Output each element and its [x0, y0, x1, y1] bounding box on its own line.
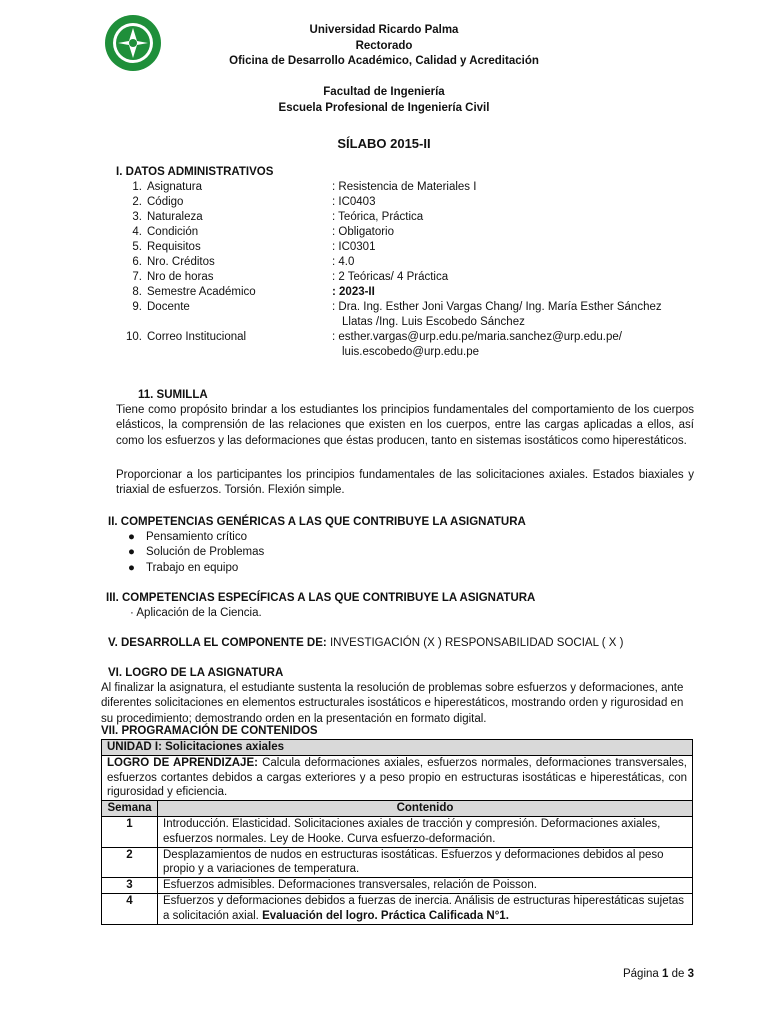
admin-data-row: [120, 180, 700, 195]
admin-row-value: : Teórica, Práctica: [332, 211, 424, 223]
admin-row-value-continuation: Llatas /Ing. Luis Escobedo Sánchez: [342, 316, 525, 328]
table-row: [102, 847, 693, 878]
admin-data-row: [120, 195, 700, 210]
university-name: Universidad Ricardo Palma: [309, 24, 459, 36]
admin-row-number: 7.: [132, 271, 142, 283]
bullet-icon: ●: [128, 531, 135, 543]
admin-row-value: : IC0403: [332, 196, 376, 208]
admin-data-row: [120, 330, 700, 345]
admin-data-row: [120, 285, 700, 300]
section-programacion-title: VII. PROGRAMACIÓN DE CONTENIDOS: [101, 725, 318, 737]
list-item: ● Trabajo en equipo: [128, 562, 239, 574]
admin-row-value: : 2023-II: [332, 286, 375, 298]
table-row: [102, 878, 693, 894]
section-componente-title: V. DESARROLLA EL COMPONENTE DE:: [108, 637, 327, 649]
admin-row-value: : 2 Teóricas/ 4 Práctica: [332, 271, 449, 283]
admin-row-label: Naturaleza: [147, 211, 203, 223]
rectorado-label: Rectorado: [355, 40, 413, 52]
admin-data-row: [120, 225, 700, 240]
week-content: Esfuerzos admisibles. Deformaciones transversales, relación de Poisson.: [158, 878, 693, 894]
bullet-icon: ●: [128, 562, 135, 574]
admin-row-number: 2.: [132, 196, 142, 208]
week-number: 3: [102, 878, 158, 894]
admin-data-row-continuation: [120, 315, 700, 330]
admin-row-number: 9.: [132, 301, 142, 313]
admin-data-row: [120, 240, 700, 255]
column-header-week: Semana: [102, 801, 158, 817]
content-schedule-table: [101, 739, 693, 925]
bullet-icon: ●: [128, 546, 135, 558]
admin-row-label: Condición: [147, 226, 199, 238]
week-number: 4: [102, 893, 158, 924]
admin-row-label: Correo Institucional: [147, 331, 247, 343]
admin-row-number: 5.: [132, 241, 142, 253]
admin-row-label: Nro de horas: [147, 271, 214, 283]
admin-row-number: 6.: [132, 256, 142, 268]
learning-outcome-label: LOGRO DE APRENDIZAJE:: [107, 756, 258, 769]
sumilla-paragraph-1: Tiene como propósito brindar a los estudiantes los principios fundamentales del comportamiento de los cuerpos elásticos, la comprensión de las relaciones que existen en los cuerpos, entre las cargas aplicadas a ellos, así como los esfuerzos y las deformaciones que éstas producen, tanto en sistemas isostáticos como hiperestáticos.: [116, 404, 694, 447]
admin-row-label: Código: [147, 196, 184, 208]
admin-row-label: Semestre Académico: [147, 286, 256, 298]
list-item: ● Solución de Problemas: [128, 546, 265, 558]
week-number: 2: [102, 847, 158, 878]
admin-row-value: : Dra. Ing. Esther Joni Vargas Chang/ Ing. María Esther Sánchez: [332, 301, 662, 313]
learning-outcome: [102, 755, 693, 800]
section-logro-title: VI. LOGRO DE LA ASIGNATURA: [108, 667, 284, 679]
admin-row-value-continuation: luis.escobedo@urp.edu.pe: [342, 346, 479, 358]
learning-outcome-text: Calcula deformaciones axiales, esfuerzos normales, deformaciones transversales, esfuerzos cortantes debidos a cargas exteriores y a peso propio en estructuras isostáticas e hiperestáticas, con rigurosidad y eficiencia.: [107, 756, 687, 799]
section-competencias-genericas-title: II. COMPETENCIAS GENÉRICAS A LAS QUE CONTRIBUYE LA ASIGNATURA: [108, 516, 526, 528]
admin-data-row: [120, 210, 700, 225]
section-datos-administrativos-title: I. DATOS ADMINISTRATIVOS: [116, 166, 274, 178]
table-row: [102, 893, 693, 924]
section-componente: [108, 636, 623, 651]
section-sumilla-title: 11. SUMILLA: [138, 389, 208, 401]
admin-row-label: Nro. Créditos: [147, 256, 215, 268]
admin-row-value: : 4.0: [332, 256, 355, 268]
sumilla-paragraph-2: Proporcionar a los participantes los principios fundamentales de las solicitaciones axiales. Estados biaxiales y triaxial de esfuerzos. Torsión. Flexión simple.: [116, 469, 694, 497]
week-content: Desplazamientos de nudos en estructuras isostáticas. Esfuerzos y deformaciones debidos al peso propio y a variaciones de temperatura.: [158, 847, 693, 878]
admin-data-row: [120, 255, 700, 270]
syllabus-title: SÍLABO 2015-II: [337, 136, 431, 151]
admin-row-label: Requisitos: [147, 241, 201, 253]
admin-row-number: 10.: [126, 331, 142, 343]
section-componente-value: INVESTIGACIÓN (X ) RESPONSABILIDAD SOCIAL ( X ): [326, 637, 624, 649]
admin-data-row: [120, 270, 700, 285]
admin-row-number: 4.: [132, 226, 142, 238]
logro-paragraph: Al finalizar la asignatura, el estudiante sustenta la resolución de problemas sobre esfuerzos y deformaciones, ante diferentes solicitaciones en elementos estructurales isostáticos e hiperestáticos, mostrando orden y rigurosidad en su procedimiento; demostrando orden en la presentación en formato digital.: [101, 682, 684, 725]
admin-row-number: 1.: [132, 181, 142, 193]
admin-data-row-continuation: [120, 345, 700, 360]
admin-row-value: : Obligatorio: [332, 226, 395, 238]
section-competencias-especificas-title: III. COMPETENCIAS ESPECÍFICAS A LAS QUE CONTRIBUYE LA ASIGNATURA: [106, 592, 536, 604]
competencia-especifica-item: · Aplicación de la Ciencia.: [130, 607, 262, 619]
admin-row-label: Docente: [147, 301, 190, 313]
week-content: Introducción. Elasticidad. Solicitaciones axiales de tracción y compresión. Deformaciones axiales, esfuerzos normales. Ley de Hooke. Curva esfuerzo-deformación.: [158, 816, 693, 847]
page-number: Página 1 de 3: [622, 968, 694, 980]
week-content: Esfuerzos y deformaciones debidos a fuerzas de inercia. Análisis de estructuras hiperestáticas sujetas a solicitación axial. Evaluación del logro. Práctica Calificada N°1.: [158, 893, 693, 924]
column-header-content: Contenido: [158, 801, 693, 817]
faculty-name: Facultad de Ingeniería: [323, 86, 445, 98]
admin-row-number: 8.: [132, 286, 142, 298]
admin-row-label: Asignatura: [147, 181, 202, 193]
unit-title: UNIDAD I: Solicitaciones axiales: [102, 740, 693, 756]
admin-row-value: : IC0301: [332, 241, 376, 253]
table-row: [102, 816, 693, 847]
week-number: 1: [102, 816, 158, 847]
admin-row-number: 3.: [132, 211, 142, 223]
admin-row-value: : esther.vargas@urp.edu.pe/maria.sanchez@urp.edu.pe/: [332, 331, 622, 343]
school-name: Escuela Profesional de Ingeniería Civil: [278, 102, 490, 114]
office-name: Oficina de Desarrollo Académico, Calidad y Acreditación: [229, 55, 539, 67]
list-item: ● Pensamiento crítico: [128, 531, 247, 543]
admin-data-row: [120, 300, 700, 315]
admin-row-value: : Resistencia de Materiales I: [332, 181, 477, 193]
